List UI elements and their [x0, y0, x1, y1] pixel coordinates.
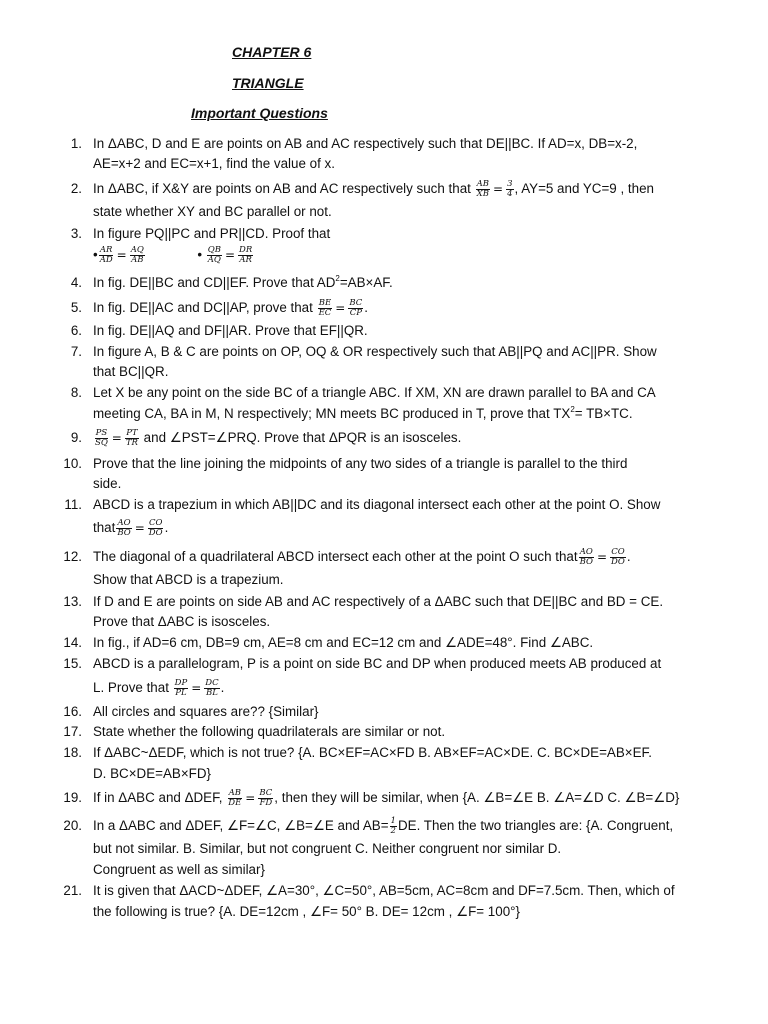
question-18-line-2: D. BC×DE=AB×FD}	[93, 766, 211, 781]
question-3-line-1: In figure PQ||PC and PR||CD. Proof that	[93, 226, 331, 241]
question-number: 20.	[63, 818, 82, 833]
question-number: 6.	[70, 323, 82, 338]
question-11-line-1: ABCD is a trapezium in which AB||DC and its diagonal intersect each other at the point O. Show	[93, 497, 661, 512]
fraction-3-4: $\frac{3}{4}$	[507, 178, 513, 199]
question-number: 9.	[70, 430, 82, 445]
question-15-line-1: ABCD is a parallelogram, P is a point on side BC and DP when produced meets AB produced at	[93, 656, 662, 671]
question-4-line: In fig. DE||BC and CD||EF. Prove that $AD^2=AB\times AF$.	[93, 274, 393, 290]
question-number: 10.	[63, 456, 82, 471]
fraction-ab-xb: $\frac{AB}{XB}$	[476, 178, 490, 199]
question-16-line: All circles and squares are?? {Similar}	[93, 704, 319, 719]
question-8-line-2: meeting CA, BA in M, N respectively; MN meets BC produced in T, prove that $TX^2= TB\times TC$.	[93, 405, 633, 421]
question-number: 2.	[70, 181, 82, 196]
question-20-line-2: but not similar. B. Similar, but not congruent C. Neither congruent nor similar D.	[93, 841, 562, 856]
question-number: 8.	[70, 385, 82, 400]
question-10-line-2: side.	[93, 476, 122, 491]
question-18-line-1: If ΔABC~ΔEDF, which is not true? {A. BC×EF=AC×FD B. AB×EF=AC×DE. C. BC×DE=AB×EF.	[93, 745, 652, 760]
question-21-line-2: the following is true? {A. DE=12cm , ∠F= 50° B. DE= 12cm , ∠F= 100°}	[93, 904, 520, 919]
fraction-dp-pl: $\frac{DP}{PL}$	[174, 677, 188, 698]
question-12-line-1: The diagonal of a quadrilateral ABCD intersect each other at the point O such that $\frac{AO}{BO}$ = $\frac{CO}{DO}$ .	[93, 546, 631, 567]
question-number: 15.	[63, 656, 82, 671]
question-number: 18.	[63, 745, 82, 760]
question-number: 14.	[63, 635, 82, 650]
fraction-ar-ad: $\frac{AR}{AD}$	[99, 244, 113, 265]
fraction-qb-aq: $\frac{QB}{AQ}$	[207, 244, 221, 265]
question-number: 21.	[63, 883, 82, 898]
fraction-ao-bo: $\frac{AO}{BO}$	[117, 517, 131, 538]
question-7-line-1: In figure A, B & C are points on OP, OQ & OR respectively such that AB||PQ and AC||PR. Show	[93, 344, 657, 359]
question-number: 7.	[70, 344, 82, 359]
fraction-ao-bo: $\frac{AO}{BO}$	[579, 546, 593, 567]
question-19-line: If in ΔABC and ΔDEF, $\frac{AB}{DE}$ = $\frac{BC}{FD}$ , then they will be similar, when {A. ∠B=∠E B. ∠A=∠D C. ∠B=∠D}	[93, 787, 680, 808]
question-number: 17.	[63, 724, 82, 739]
question-12-line-2: Show that ABCD is a trapezium.	[93, 572, 284, 587]
fraction-1-2: $\frac{1}{2}$	[390, 815, 396, 836]
section-subtitle: Important Questions	[191, 105, 328, 121]
question-number: 11.	[64, 497, 82, 512]
question-1-line-2: AE=x+2 and EC=x+1, find the value of x.	[93, 156, 335, 171]
question-20-line-3: Congruent as well as similar}	[93, 862, 265, 877]
question-number: 1.	[70, 136, 82, 151]
question-8-line-1: Let X be any point on the side BC of a triangle ABC. If XM, XN are drawn parallel to BA and CA	[93, 385, 656, 400]
question-3-line-2: • $\frac{AR}{AD}$ = $\frac{AQ}{AB}$ • $\frac{QB}{AQ}$ = $\frac{DR}{AR}$	[93, 244, 253, 265]
question-17-line: State whether the following quadrilaterals are similar or not.	[93, 724, 446, 739]
question-15-line-2: L. Prove that $\frac{DP}{PL}$ = $\frac{DC}{BL}$ .	[93, 677, 225, 698]
question-2-text: In ΔABC, if X&Y are points on AB and AC respectively such that	[93, 181, 471, 196]
page-title: TRIANGLE	[232, 75, 304, 91]
question-2-line-2: state whether XY and BC parallel or not.	[93, 204, 332, 219]
question-7-line-2: that BC||QR.	[93, 364, 169, 379]
question-1-line-1: In ΔABC, D and E are points on AB and AC respectively such that DE||BC. If AD=x, DB=x-2,	[93, 136, 638, 151]
question-number: 5.	[70, 300, 82, 315]
question-number: 16.	[63, 704, 82, 719]
fraction-be-ec: $\frac{BE}{EC}$	[318, 297, 332, 318]
question-10-line-1: Prove that the line joining the midpoints of any two sides of a triangle is parallel to the third	[93, 456, 628, 471]
question-number: 3.	[70, 226, 82, 241]
chapter-heading: CHAPTER 6	[232, 44, 312, 60]
question-21-line-1: It is given that ΔACD~ΔDEF, ∠A=30°, ∠C=50°, AB=5cm, AC=8cm and DF=7.5cm. Then, which of	[93, 883, 675, 898]
question-6-line: In fig. DE||AQ and DF||AR. Prove that EF||QR.	[93, 323, 368, 338]
question-11-line-2: that $\frac{AO}{BO}$ = $\frac{CO}{DO}$ .	[93, 517, 169, 538]
question-number: 4.	[70, 275, 82, 290]
question-9-line: $\frac{PS}{SQ}$ = $\frac{PT}{TR}$ and ∠PST=∠PRQ. Prove that ΔPQR is an isosceles.	[95, 427, 462, 448]
question-2-line-1: In ΔABC, if X&Y are points on AB and AC respectively such that $\frac{AB}{XB}$ = $\frac{3}{4}$ , AY=5 and YC=9 , then	[93, 178, 654, 199]
question-20-line-1: In a ΔABC and ΔDEF, ∠F=∠C, ∠B=∠E and AB= $\frac{1}{2}$ DE. Then the two triangles are: {A. Congruent,	[93, 815, 674, 836]
question-13-line-2: Prove that ΔABC is isosceles.	[93, 614, 271, 629]
question-5-line: In fig. DE||AC and DC||AP, prove that $\frac{BE}{EC}$ = $\frac{BC}{CP}$ .	[93, 297, 369, 318]
fraction-ab-de: $\frac{AB}{DE}$	[228, 787, 242, 808]
fraction-ps-sq: $\frac{PS}{SQ}$	[95, 427, 108, 448]
question-14-line: In fig., if AD=6 cm, DB=9 cm, AE=8 cm and EC=12 cm and ∠ADE=48°. Find ∠ABC.	[93, 635, 594, 650]
question-number: 19.	[63, 790, 82, 805]
question-number: 13.	[63, 594, 82, 609]
question-13-line-1: If D and E are points on side AB and AC respectively of a ΔABC such that DE||BC and BD = CE.	[93, 594, 664, 609]
question-number: 12.	[63, 549, 82, 564]
